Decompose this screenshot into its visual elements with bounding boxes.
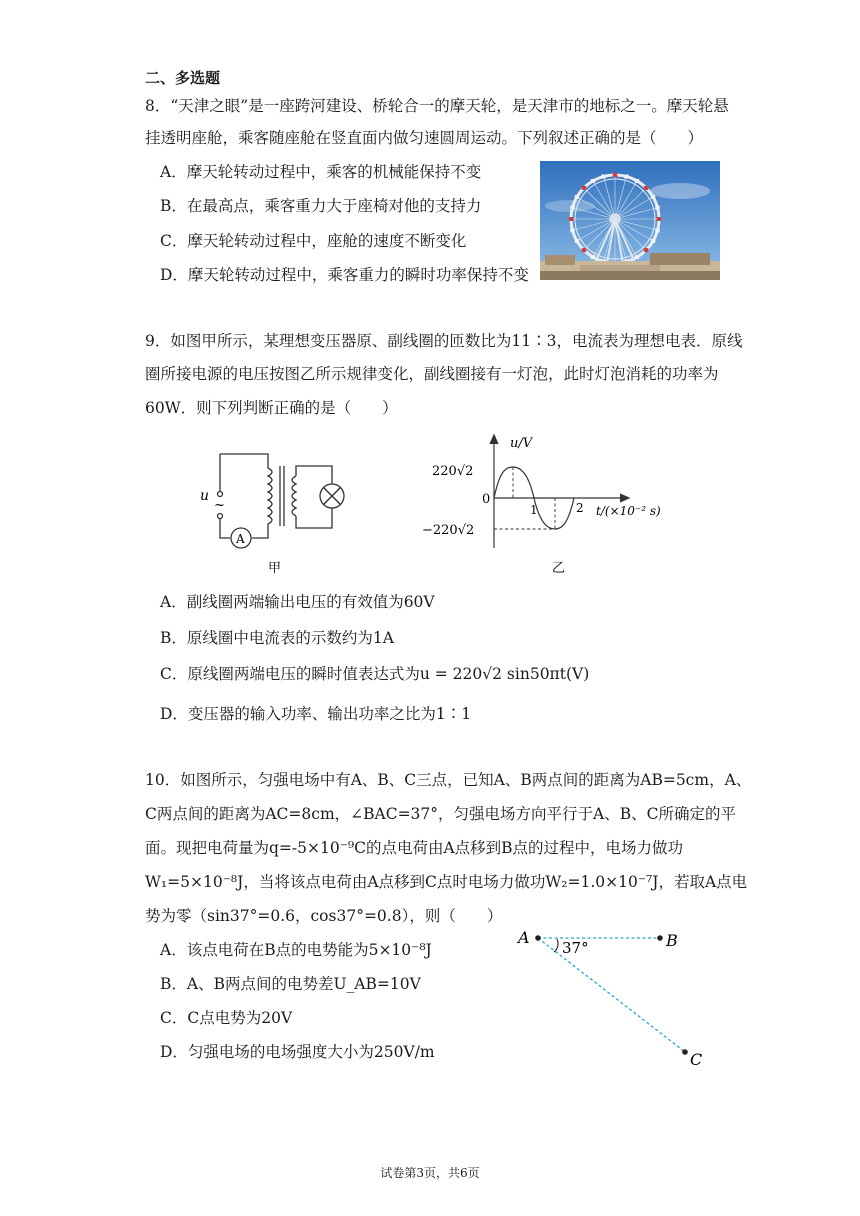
t-tick-2: 2	[576, 501, 584, 515]
y-max-label: 220√2	[432, 464, 474, 479]
q9-stem-line3: 60W．则下列判断正确的是（ ）	[145, 399, 398, 417]
q9-stem-line2: 圈所接电源的电压按图乙所示规律变化，副线圈接有一灯泡，此时灯泡消耗的功率为	[145, 365, 719, 383]
triangle-abc-figure	[510, 920, 720, 1070]
q9-option-d[interactable]: D．变压器的输入功率、输出功率之比为1∶1	[160, 705, 472, 723]
q9-option-b[interactable]: B．原线圈中电流表的示数约为1A	[160, 629, 394, 647]
point-b-label: B	[666, 931, 678, 950]
origin-label: 0	[482, 492, 491, 507]
figure-jia-label: 甲	[268, 561, 282, 576]
point-c-label: C	[690, 1050, 703, 1069]
figure-yi-label: 乙	[552, 561, 566, 576]
y-min-label: −220√2	[422, 523, 475, 538]
q10-option-c[interactable]: C．C点电势为20V	[160, 1009, 293, 1027]
q8-option-a[interactable]: A．摩天轮转动过程中，乘客的机械能保持不变	[160, 163, 482, 181]
q9-option-c[interactable]: C．原线圈两端电压的瞬时值表达式为u = 220√2 sin50πt(V)	[160, 665, 590, 683]
ac-tilde-symbol: ~	[214, 498, 225, 513]
q8-option-b[interactable]: B．在最高点，乘客重力大于座椅对他的支持力	[160, 197, 482, 215]
q9-stem-line1: 9．如图甲所示，某理想变压器原、副线圈的匝数比为11∶3，电流表为理想电表．原线	[145, 332, 743, 350]
q8-stem-line1: 8．“天津之眼”是一座跨河建设、桥轮合一的摩天轮，是天津市的地标之一。摩天轮悬	[145, 97, 729, 115]
ammeter-symbol: A	[236, 532, 245, 546]
q10-stem-line1: 10．如图所示，匀强电场中有A、B、C三点，已知A、B两点间的距离为AB=5cm，A、	[145, 771, 752, 789]
point-a-label: A	[518, 928, 530, 947]
ferris-wheel-photo	[540, 161, 720, 280]
t-tick-1: 1	[530, 503, 538, 517]
q10-option-a[interactable]: A．该点电荷在B点的电势能为5×10⁻⁸J	[160, 941, 432, 959]
q8-stem-line2: 挂透明座舱，乘客随座舱在竖直面内做匀速圆周运动。下列叙述正确的是（ ）	[145, 129, 704, 147]
x-axis-label: t/(×10⁻² s)	[596, 504, 661, 518]
page-footer: 试卷第3页，共6页	[380, 1166, 480, 1180]
q8-option-c[interactable]: C．摩天轮转动过程中，座舱的速度不断变化	[160, 232, 467, 250]
section-title: 二、多选题	[145, 69, 221, 87]
angle-label: 37°	[562, 939, 589, 957]
transformer-circuit-figure	[190, 440, 360, 580]
source-voltage-label: u	[200, 488, 210, 504]
q10-option-d[interactable]: D．匀强电场的电场强度大小为250V/m	[160, 1043, 435, 1061]
q10-stem-line5: 势为零（sin37°=0.6，cos37°=0.8），则（ ）	[145, 907, 503, 925]
q8-option-d[interactable]: D．摩天轮转动过程中，乘客重力的瞬时功率保持不变	[160, 266, 529, 284]
voltage-waveform-figure	[410, 430, 680, 580]
q10-stem-line4: W₁=5×10⁻⁸J，当将该点电荷由A点移到C点时电场力做功W₂=1.0×10⁻⁷J，若取A点电	[145, 873, 748, 891]
q9-option-a[interactable]: A．副线圈两端输出电压的有效值为60V	[160, 593, 435, 611]
q10-stem-line2: C两点间的距离为AC=8cm，∠BAC=37°，匀强电场方向平行于A、B、C所确定的平	[145, 805, 736, 823]
q10-stem-line3: 面。现把电荷量为q=-5×10⁻⁹C的点电荷由A点移到B点的过程中，电场力做功	[145, 839, 684, 857]
y-axis-label: u/V	[510, 436, 533, 451]
q10-option-b[interactable]: B．A、B两点间的电势差U_AB=10V	[160, 975, 421, 993]
